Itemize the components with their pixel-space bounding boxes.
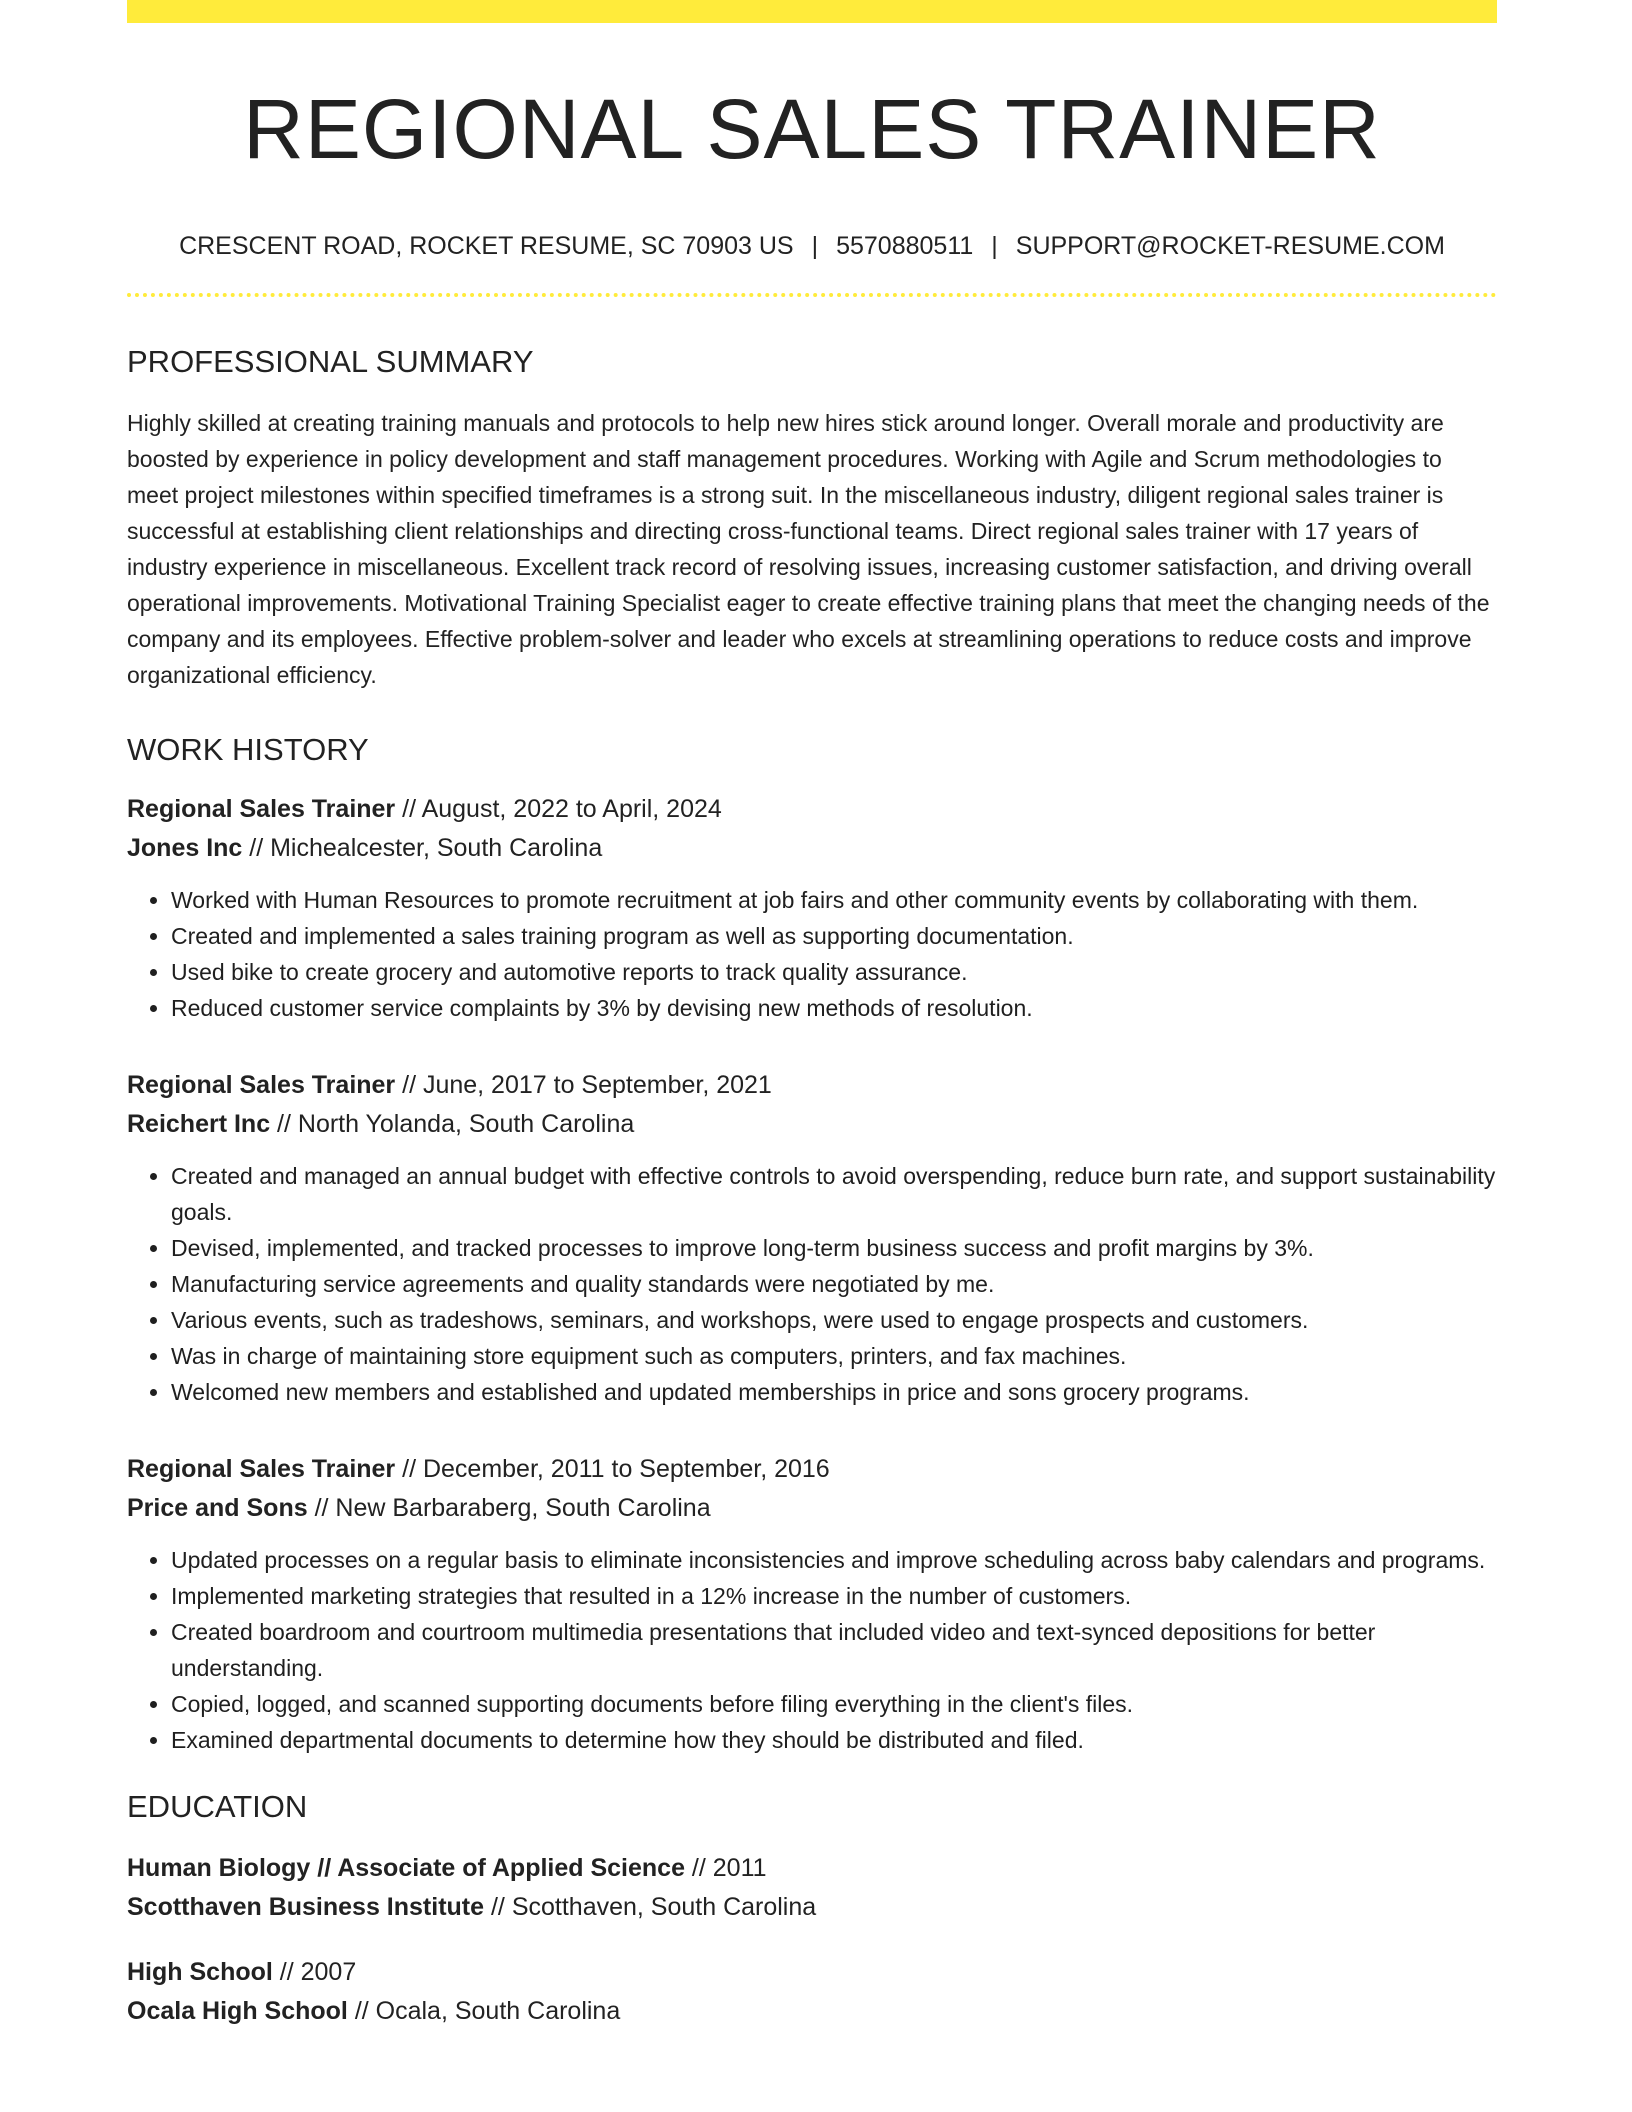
job-bullet: • Manufacturing service agreements and quality standards were negotiated by me. — [171, 1266, 1497, 1302]
job-bullet: • Devised, implemented, and tracked processes to improve long-term business success and profit margins by 3%. — [171, 1230, 1497, 1266]
contact-email: SUPPORT@ROCKET-RESUME.COM — [1015, 232, 1445, 261]
summary-text: Highly skilled at creating training manuals and protocols to help new hires stick around longer. Overall morale and productivity are boosted by experience in policy development and staff management procedures. Working with Agile and Scrum methodologies to meet project milestones within specified timeframes is a strong suit. In the miscellaneous industry, diligent regional sales trainer is successful at establishing client relationships and directing cross-functional teams. Direct regional sales trainer with 17 years of industry experience in miscellaneous. Excellent track record of resolving issues, increasing customer satisfaction, and driving overall operational improvements. Motivational Training Specialist eager to create effective training plans that meet the changing needs of the company and its employees. Effective problem-solver and leader who excels at streamlining operations to reduce costs and improve organizational efficiency. — [127, 409, 1490, 688]
job-dates: // December, 2011 to September, 2016 — [395, 1454, 830, 1483]
education-school-line — [127, 1992, 1497, 2031]
job-company: Price and Sons — [127, 1493, 308, 1522]
job-bullet: • Used bike to create grocery and automotive reports to track quality assurance. — [171, 954, 1497, 990]
education-degree-line — [127, 1953, 1497, 1992]
job-location: // Michealcester, South Carolina — [242, 833, 603, 862]
job-company: Jones Inc — [127, 833, 243, 862]
job-company-line — [127, 829, 1497, 868]
education-degree: High School — [127, 1957, 273, 1986]
summary-heading: PROFESSIONAL SUMMARY — [127, 344, 534, 380]
job-role-line — [127, 1066, 1497, 1105]
job-company-line — [127, 1105, 1497, 1144]
job-bullet: • Welcomed new members and established and updated memberships in price and sons grocery programs. — [171, 1374, 1497, 1410]
job-bullet: • Copied, logged, and scanned supporting documents before filing everything in the client's files. — [171, 1686, 1497, 1722]
education-degree: Human Biology // Associate of Applied Science — [127, 1853, 685, 1882]
education-entry — [127, 1953, 1497, 2031]
job-bullet: • Was in charge of maintaining store equipment such as computers, printers, and fax machines. — [171, 1338, 1497, 1374]
work-history-heading: WORK HISTORY — [127, 731, 369, 767]
job-role: Regional Sales Trainer — [127, 1070, 396, 1099]
job-role-line — [127, 1450, 1497, 1489]
job-bullet: • Created boardroom and courtroom multimedia presentations that included video and text-synced depositions for better understanding. — [171, 1614, 1497, 1686]
contact-phone: 5570880511 — [836, 232, 974, 261]
job-bullet: • Worked with Human Resources to promote recruitment at job fairs and other community events by collaborating with them. — [171, 882, 1497, 918]
job-bullets — [127, 882, 1497, 1026]
job-bullet: • Examined departmental documents to determine how they should be distributed and filed. — [171, 1722, 1497, 1758]
education-school-line — [127, 1888, 1497, 1927]
education-heading: EDUCATION — [127, 1788, 308, 1824]
job-role-line — [127, 790, 1497, 829]
job-company-line — [127, 1489, 1497, 1528]
job-entry — [127, 1450, 1497, 1758]
education-location: // Scotthaven, South Carolina — [484, 1892, 817, 1921]
job-dates: // June, 2017 to September, 2021 — [395, 1070, 772, 1099]
education-location: // Ocala, South Carolina — [347, 1996, 621, 2025]
contact-line — [127, 231, 1497, 261]
resume-title: REGIONAL SALES TRAINER — [243, 82, 1381, 176]
education-school: Scotthaven Business Institute — [127, 1892, 485, 1921]
job-bullet: • Updated processes on a regular basis to eliminate inconsistencies and improve scheduling across baby calendars and programs. — [171, 1542, 1497, 1578]
resume-page — [127, 0, 1497, 2031]
education-year: // 2007 — [272, 1957, 357, 1986]
job-entry — [127, 790, 1497, 1026]
job-bullet: • Reduced customer service complaints by 3% by devising new methods of resolution. — [171, 990, 1497, 1026]
job-bullets — [127, 1542, 1497, 1758]
education-year: // 2011 — [684, 1853, 767, 1882]
job-dates: // August, 2022 to April, 2024 — [395, 794, 722, 823]
contact-address: CRESCENT ROAD, ROCKET RESUME, SC 70903 US — [179, 232, 794, 261]
accent-bar — [127, 0, 1497, 23]
header-divider — [127, 293, 1497, 297]
job-bullet: • Created and managed an annual budget with effective controls to avoid overspending, reduce burn rate, and support sustainability goals. — [171, 1158, 1497, 1230]
job-location: // New Barbaraberg, South Carolina — [307, 1493, 711, 1522]
job-company: Reichert Inc — [127, 1109, 271, 1138]
job-bullet: • Various events, such as tradeshows, seminars, and workshops, were used to engage prospects and customers. — [171, 1302, 1497, 1338]
job-entry — [127, 1066, 1497, 1410]
job-role: Regional Sales Trainer — [127, 794, 396, 823]
job-role: Regional Sales Trainer — [127, 1454, 396, 1483]
job-bullet: • Created and implemented a sales training program as well as supporting documentation. — [171, 918, 1497, 954]
job-location: // North Yolanda, South Carolina — [270, 1109, 635, 1138]
education-degree-line — [127, 1849, 1497, 1888]
job-bullets — [127, 1158, 1497, 1410]
job-bullet: • Implemented marketing strategies that resulted in a 12% increase in the number of customers. — [171, 1578, 1497, 1614]
contact-separator: | — [811, 232, 819, 261]
education-school: Ocala High School — [127, 1996, 348, 2025]
education-entry — [127, 1849, 1497, 1927]
contact-separator: | — [991, 232, 998, 261]
